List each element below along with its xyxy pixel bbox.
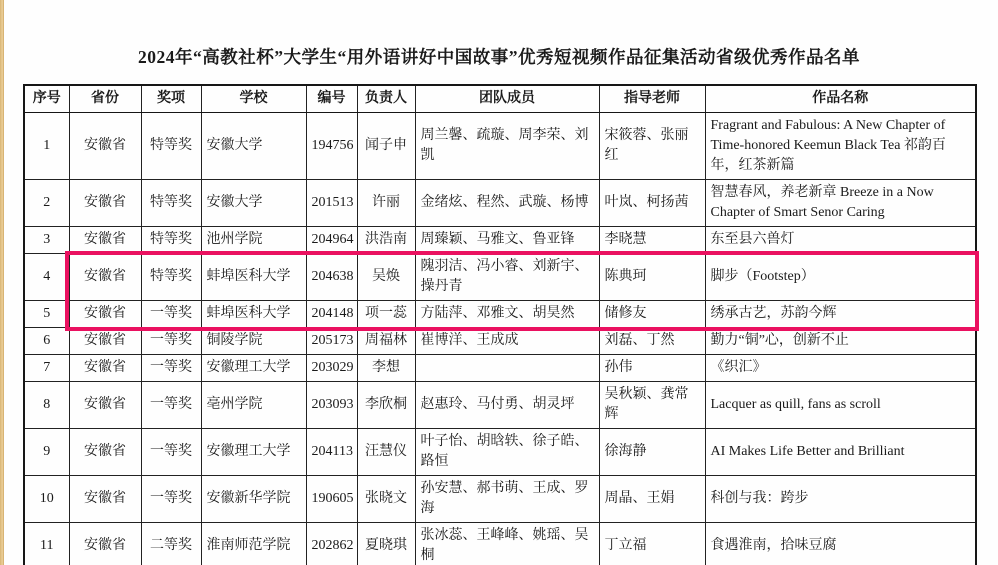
cell-team: 赵惠玲、马付勇、胡灵坪 [415,382,599,429]
cell-no: 8 [24,382,69,429]
cell-award: 一等奖 [141,301,201,328]
cell-province: 安徽省 [69,301,141,328]
cell-award: 一等奖 [141,328,201,355]
cell-province: 安徽省 [69,113,141,180]
cell-no: 3 [24,227,69,254]
cell-no: 11 [24,523,69,565]
cell-team: 隗羽洁、冯小睿、刘新宇、操丹青 [415,254,599,301]
cell-work: 勤力“铜”心，创新不止 [705,328,976,355]
cell-leader: 吴焕 [357,254,415,301]
col-header-team: 团队成员 [415,85,599,113]
cell-advisor: 李晓慧 [599,227,705,254]
cell-team: 方陆萍、邓雅文、胡昊然 [415,301,599,328]
cell-school: 铜陵学院 [201,328,306,355]
header-row [24,85,976,113]
cell-work: 脚步（Footstep） [705,254,976,301]
cell-work: 《织汇》 [705,355,976,382]
cell-school: 安徽理工大学 [201,429,306,476]
table-row [24,429,976,476]
cell-school: 安徽大学 [201,113,306,180]
cell-leader: 许丽 [357,180,415,227]
cell-advisor: 孙伟 [599,355,705,382]
cell-school: 池州学院 [201,227,306,254]
cell-code: 204113 [306,429,357,476]
page-title: 2024年“高教社杯”大学生“用外语讲好中国故事”优秀短视频作品征集活动省级优秀作品名单 [138,47,860,67]
cell-no: 1 [24,113,69,180]
cell-award: 特等奖 [141,180,201,227]
cell-team: 周兰馨、疏璇、周李荣、刘凯 [415,113,599,180]
page-left-edge-strip [0,0,4,565]
cell-leader: 周福林 [357,328,415,355]
cell-code: 203029 [306,355,357,382]
cell-province: 安徽省 [69,382,141,429]
cell-team [415,355,599,382]
cell-no: 6 [24,328,69,355]
cell-work: 科创与我：跨步 [705,476,976,523]
table-row [24,254,976,301]
cell-no: 10 [24,476,69,523]
cell-school: 安徽大学 [201,180,306,227]
cell-advisor: 吴秋颖、龚常辉 [599,382,705,429]
cell-advisor: 陈典珂 [599,254,705,301]
cell-leader: 李想 [357,355,415,382]
cell-work: Lacquer as quill, fans as scroll [705,382,976,429]
cell-no: 2 [24,180,69,227]
cell-code: 190605 [306,476,357,523]
cell-team: 叶子怡、胡晗轶、徐子皓、路恒 [415,429,599,476]
cell-advisor: 徐海静 [599,429,705,476]
cell-code: 201513 [306,180,357,227]
table-row [24,328,976,355]
col-header-school: 学校 [201,85,306,113]
cell-province: 安徽省 [69,227,141,254]
cell-province: 安徽省 [69,328,141,355]
cell-province: 安徽省 [69,180,141,227]
table-row [24,113,976,180]
cell-advisor: 宋筱蓉、张丽红 [599,113,705,180]
cell-team: 周臻颖、马雅文、鲁亚锋 [415,227,599,254]
cell-work: 食遇淮南，拾味豆腐 [705,523,976,565]
cell-code: 202862 [306,523,357,565]
cell-leader: 项一蕊 [357,301,415,328]
cell-work: AI Makes Life Better and Brilliant [705,429,976,476]
cell-advisor: 周晶、王娟 [599,476,705,523]
table-row [24,523,976,565]
cell-advisor: 丁立福 [599,523,705,565]
cell-leader: 洪浩南 [357,227,415,254]
cell-award: 特等奖 [141,227,201,254]
cell-leader: 闻子申 [357,113,415,180]
awards-table [23,84,977,565]
cell-code: 194756 [306,113,357,180]
table-row [24,180,976,227]
cell-school: 蚌埠医科大学 [201,254,306,301]
cell-work: Fragrant and Fabulous: A New Chapter of Time-honored Keemun Black Tea 祁韵百年，红茶新篇 [705,113,976,180]
col-header-province: 省份 [69,85,141,113]
cell-school: 安徽理工大学 [201,355,306,382]
cell-team: 张冰蕊、王峰峰、姚瑶、吴桐 [415,523,599,565]
cell-leader: 张晓文 [357,476,415,523]
cell-advisor: 刘磊、丁然 [599,328,705,355]
cell-code: 205173 [306,328,357,355]
table-row [24,382,976,429]
cell-team: 金绪炫、程然、武璇、杨博 [415,180,599,227]
cell-award: 一等奖 [141,476,201,523]
cell-award: 一等奖 [141,382,201,429]
cell-leader: 汪慧仪 [357,429,415,476]
cell-no: 9 [24,429,69,476]
cell-no: 4 [24,254,69,301]
cell-code: 204638 [306,254,357,301]
cell-province: 安徽省 [69,254,141,301]
cell-team: 孙安慧、郝书萌、王成、罗海 [415,476,599,523]
cell-school: 淮南师范学院 [201,523,306,565]
cell-award: 一等奖 [141,429,201,476]
cell-school: 亳州学院 [201,382,306,429]
cell-advisor: 叶岚、柯扬茜 [599,180,705,227]
cell-school: 安徽新华学院 [201,476,306,523]
cell-no: 5 [24,301,69,328]
cell-leader: 李欣桐 [357,382,415,429]
cell-leader: 夏晓琪 [357,523,415,565]
table-row [24,476,976,523]
cell-no: 7 [24,355,69,382]
cell-work: 东至县六兽灯 [705,227,976,254]
cell-code: 204964 [306,227,357,254]
cell-award: 二等奖 [141,523,201,565]
col-header-leader: 负责人 [357,85,415,113]
cell-province: 安徽省 [69,429,141,476]
cell-work: 智慧春风，养老新章 Breeze in a Now Chapter of Smart Senor Caring [705,180,976,227]
cell-province: 安徽省 [69,355,141,382]
cell-school: 蚌埠医科大学 [201,301,306,328]
cell-province: 安徽省 [69,476,141,523]
col-header-award: 奖项 [141,85,201,113]
cell-award: 一等奖 [141,355,201,382]
cell-work: 绣承古艺，苏韵今辉 [705,301,976,328]
col-header-code: 编号 [306,85,357,113]
cell-code: 204148 [306,301,357,328]
col-header-advisor: 指导老师 [599,85,705,113]
cell-team: 崔博洋、王成成 [415,328,599,355]
cell-province: 安徽省 [69,523,141,565]
table-row [24,355,976,382]
cell-award: 特等奖 [141,113,201,180]
table-row [24,301,976,328]
col-header-no: 序号 [24,85,69,113]
cell-award: 特等奖 [141,254,201,301]
cell-advisor: 储修友 [599,301,705,328]
col-header-work: 作品名称 [705,85,976,113]
cell-code: 203093 [306,382,357,429]
table-row [24,227,976,254]
